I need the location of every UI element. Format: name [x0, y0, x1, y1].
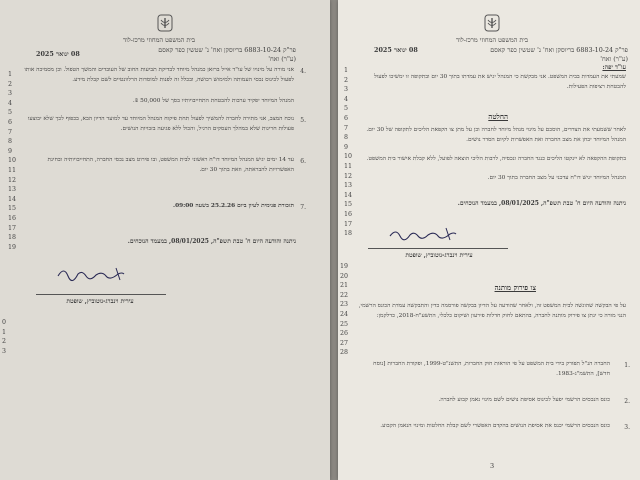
court-name: בית המשפט המחוזי מרכז-לוד: [456, 36, 528, 44]
judge-name: עירית וינברג-נוטוביץ, שופטת: [405, 252, 473, 259]
document-date: 08 ינואר 2025: [36, 50, 80, 58]
order-item-text: החברה הנ"ל תפורק בידי בית המשפט על פי הוראות חוק החברות, התשנ"ט-1999, ופקודת החברות [נוסח חדש], התשמ"ג-1983.: [373, 361, 610, 377]
line-numbers-mid: 19 20 21 22 23 24 25 26 27 28: [340, 263, 349, 357]
right-document-page: [338, 0, 640, 480]
order-item-number: 1.: [624, 362, 630, 369]
paragraph-text: עד 14 ימים יגיש המנהל המיוחד דו"ח ראשוני לבית המשפט, ובו פירוט מצב נכסי החברה, התחייבויותיה ובחינת האפשרויות להבראתה, וזאת בתוך 30 יום.: [47, 157, 294, 173]
paragraph-number: 6.: [300, 158, 306, 165]
given-line: ניתנה והודעה היום ח' טבת תשפ"ה, 08/01/2025, במעמד הנוכחים.: [127, 238, 296, 245]
signature-line: [36, 294, 166, 295]
speaker-statement: שמעתי את העמדות בבית המשפט. אני מבקשת כי המנהל יגיש את עמדתו בתוך 30 יום ובתקופה זו ימשיכו לפעול להבטחת רציפות הפעילות.: [374, 74, 626, 90]
judge-signature-icon: [56, 262, 126, 284]
paragraph-number: 4.: [300, 68, 306, 75]
paragraph-text: המנהל המיוחד יפקיד ערבות להבטחת התחייבויותיו בסך של 50,000 ₪.: [132, 98, 294, 104]
order-item-text: כונס הנכסים הרשמי יכנס את אסיפת הנושים בהקדם האפשרי לשם קבלת החלטות ומינוי הנאמן הקבוע.: [380, 423, 610, 429]
case-number: פר"ק 6883-10-24 בריוסקן ואח' נ' שטשין כפר קאסם: [158, 46, 296, 54]
decision-heading: החלטה: [488, 112, 508, 121]
paragraph-number: 5.: [300, 117, 306, 124]
order-item-text: כונס הנכסים הרשמי יפעל לכינוס אסיפת נושים לשם מינוי נאמן קבוע לחברה.: [438, 397, 610, 403]
decision-paragraph: לאחר ששמעתי את הצדדים, הוסכם על מינוי מנהל מיוחד לחברה וכן על מתן צו הקפאת הליכים לתקופה של 30 יום. המנהל המיוחד יבחן את מצב החברה ואת האפשרות לקיום הסדר נושים.: [366, 127, 626, 143]
line-numbers-bottom: 0 1 2 3: [2, 319, 7, 355]
case-number-suffix: (ע"ר) ואח': [268, 55, 296, 63]
document-date: 08 ינואר 2025: [374, 46, 418, 54]
case-number: פר"ק 6883-10-24 בריוסקן ואח' נ' שטשין כפר קאסם: [490, 46, 628, 54]
line-numbers: 1 2 3 4 5 6 7 8 9 10 11 12 13 14 15 16 17 18: [344, 67, 353, 238]
speaker-label: עו"ד יפה:: [602, 64, 626, 71]
given-line: ניתנה והודעה היום ח' טבת תשפ"ה, 08/01/2025, במעמד הנוכחים.: [457, 200, 626, 207]
court-name: בית המשפט המחוזי מרכז-לוד: [123, 36, 195, 44]
judge-signature-icon: [388, 224, 458, 244]
paragraph-text: תזכורת פנימית לעיון ביום 25.2.26 בשעה 09:00.: [173, 203, 294, 209]
judge-name: עירית וינברג-נוטוביץ, שופטת: [66, 298, 134, 305]
order-intro: על פי הבקשה שהוגשה לבית המשפט זה, ולאחר שהודעה על הדיון בבקשה פורסמה כדין והתבקשה עמדת הכונס הרשמי, הנני מורה כי ינתן צו פירוק מותנה לחברה, בהתאם לחוק חדלות פירעון ושיקום כלכלי, התשע"ח-2018, כדלקמן:: [358, 303, 626, 319]
decision-paragraph: בתקופת ההקפאה לא יינקטו הליכים כנגד החברה ונכסיה, לרבות הליכי הוצאה לפועל, ללא קבלת אישור בית המשפט.: [366, 156, 626, 162]
order-item-number: 3.: [624, 424, 630, 431]
line-numbers: 1 2 3 4 5 6 7 8 9 10 11 12 13 14 15 16 17 18 19: [8, 71, 17, 251]
order-heading: צו פירוק מותנה: [494, 283, 536, 292]
order-item-number: 2.: [624, 398, 630, 405]
paragraph-number: 7.: [300, 204, 306, 211]
paragraph-text: נוכח המצב, אני מתירה לחברה להמשיך לפעול תחת פיקוח המנהל המיוחד עד למועד הדיון הבא, בכפוף לכך שלא יבוצעו פעולות חריגות שלא במהלך העסקים הרגיל, והכול ללא פגיעה בזכויות הנושים.: [27, 116, 294, 132]
state-emblem-icon: [157, 14, 173, 32]
state-emblem-icon: [484, 14, 500, 32]
paragraph-text: אני מורה על מינויו של עו"ד אייל ברזאן כמנהל מיוחד לבדיקת תביעות החוב של העובדים והמשך הטפול. וכן מסמיכה אותו לפעול לכינוס נכסי העמותה ולמימוש רכושה, ובכלל זה לפנות למוסדות הרלוונטיים לשם קבלת מידע.: [24, 67, 294, 83]
decision-paragraph: המנהל המיוחד יגיש דו"ח עדכני על מצב החברה בתוך 30 יום.: [487, 175, 626, 181]
signature-line: [368, 248, 508, 249]
page-number: 3: [490, 462, 495, 470]
case-number-suffix: (ע"ר) ואח': [600, 55, 628, 63]
